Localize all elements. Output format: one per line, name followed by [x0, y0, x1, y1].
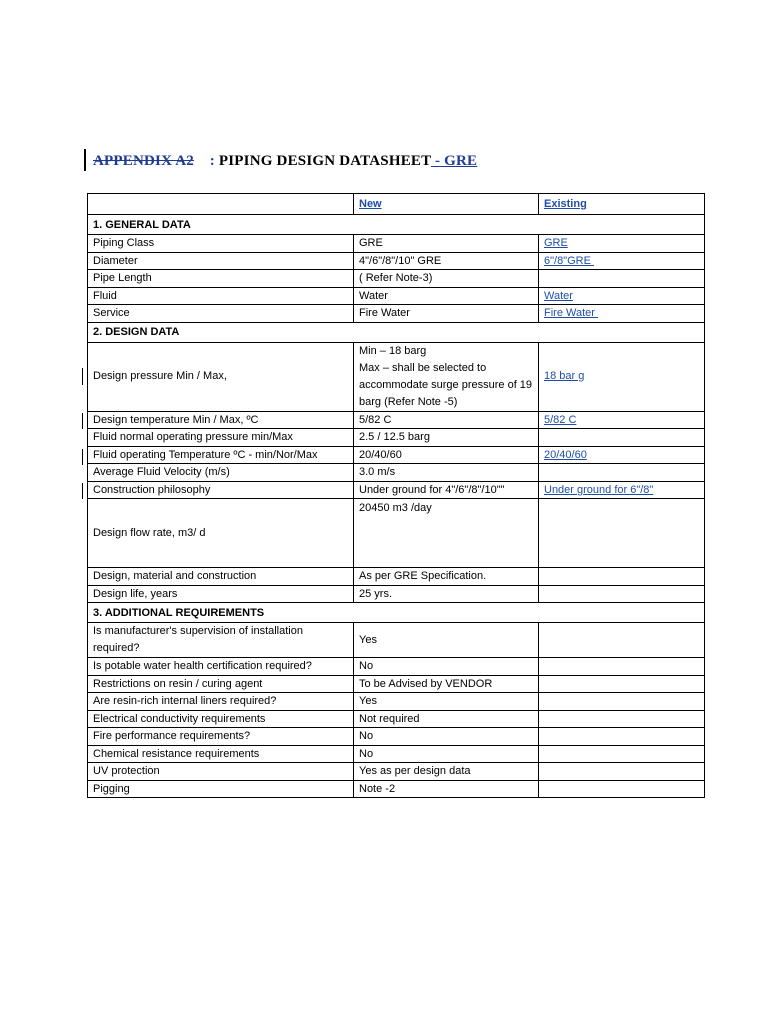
- table-row: [88, 658, 705, 676]
- table-row: [88, 693, 705, 711]
- row-existing: [539, 235, 705, 253]
- row-label: Are resin-rich internal liners required?: [88, 693, 354, 711]
- table-row: [88, 499, 705, 568]
- row-label: Chemical resistance requirements: [88, 745, 354, 763]
- row-existing: [539, 710, 705, 728]
- row-new: No: [354, 745, 539, 763]
- section-design: [88, 322, 705, 342]
- section-general-label: 1. GENERAL DATA: [88, 215, 705, 235]
- table-row: [88, 411, 705, 429]
- row-label: Fluid operating Temperature ºC - min/Nor/Max: [88, 446, 354, 464]
- row-label: Design flow rate, m3/ d: [88, 499, 354, 568]
- row-new: To be Advised by VENDOR: [354, 675, 539, 693]
- table-row: [88, 710, 705, 728]
- row-new: Fire Water: [354, 305, 539, 323]
- row-label: Pigging: [88, 780, 354, 798]
- table-row: [88, 342, 705, 411]
- row-label: Restrictions on resin / curing agent: [88, 675, 354, 693]
- change-mark: [82, 449, 83, 465]
- revision-bar: [84, 149, 86, 171]
- row-new: Note -2: [354, 780, 539, 798]
- header-existing-label: Existing: [544, 198, 587, 210]
- section-additional: [88, 603, 705, 623]
- row-existing: [539, 464, 705, 482]
- row-new: Yes as per design data: [354, 763, 539, 781]
- row-label: Construction philosophy: [88, 481, 354, 499]
- pressure-min: Min – 18 barg: [359, 344, 427, 357]
- row-existing-value: Fire Water: [544, 307, 598, 320]
- row-existing: [539, 693, 705, 711]
- row-existing: [539, 481, 705, 499]
- row-label: Pipe Length: [88, 270, 354, 288]
- table-row: [88, 429, 705, 447]
- table-row: [88, 235, 705, 253]
- row-existing: [539, 252, 705, 270]
- table-row: [88, 675, 705, 693]
- row-existing: [539, 585, 705, 603]
- table-row: [88, 728, 705, 746]
- row-existing: [539, 287, 705, 305]
- row-label: Electrical conductivity requirements: [88, 710, 354, 728]
- row-new: 4"/6"/8"/10" GRE: [354, 252, 539, 270]
- row-existing: [539, 342, 705, 411]
- pressure-max: Max – shall be selected to accommodate surge pressure of 19 barg (Refer Note -5): [359, 361, 533, 408]
- row-label: Is manufacturer's supervision of installation required?: [88, 623, 354, 658]
- table-row: [88, 585, 705, 603]
- row-label: Design life, years: [88, 585, 354, 603]
- row-label: Design pressure Min / Max,: [88, 342, 354, 411]
- row-new: GRE: [354, 235, 539, 253]
- title-main-text: PIPING DESIGN DATASHEET: [218, 153, 432, 169]
- row-existing-value: GRE: [544, 237, 568, 250]
- row-new: 3.0 m/s: [354, 464, 539, 482]
- row-new: 5/82 C: [354, 411, 539, 429]
- table-row: [88, 763, 705, 781]
- row-new: 25 yrs.: [354, 585, 539, 603]
- row-label: Piping Class: [88, 235, 354, 253]
- row-new: As per GRE Specification.: [354, 568, 539, 586]
- row-label: Fire performance requirements?: [88, 728, 354, 746]
- row-new: Under ground for 4"/6"/8"/10"": [354, 481, 539, 499]
- change-mark: [82, 368, 83, 385]
- row-existing: [539, 446, 705, 464]
- row-new: Yes: [354, 693, 539, 711]
- section-additional-label: 3. ADDITIONAL REQUIREMENTS: [88, 603, 705, 623]
- row-existing-value: Under ground for 6"/8": [544, 483, 654, 496]
- row-existing: [539, 728, 705, 746]
- section-design-label: 2. DESIGN DATA: [88, 322, 705, 342]
- row-label: Design, material and construction: [88, 568, 354, 586]
- row-existing: [539, 780, 705, 798]
- row-existing-value: 20/40/60: [544, 448, 587, 461]
- table-row: [88, 270, 705, 288]
- row-existing: [539, 305, 705, 323]
- row-existing: [539, 411, 705, 429]
- table-row: [88, 481, 705, 499]
- row-existing: [539, 429, 705, 447]
- title-struck-text: APPENDIX A2: [93, 153, 194, 169]
- row-new: Yes: [354, 623, 539, 658]
- table-row: [88, 287, 705, 305]
- row-existing: [539, 745, 705, 763]
- row-new: Water: [354, 287, 539, 305]
- row-new: No: [354, 728, 539, 746]
- title-separator: :: [193, 153, 219, 169]
- table-row: [88, 464, 705, 482]
- table-row: [88, 780, 705, 798]
- row-label: Diameter: [88, 252, 354, 270]
- row-new: 20450 m3 /day: [354, 499, 539, 568]
- change-mark: [82, 483, 83, 499]
- row-existing: [539, 568, 705, 586]
- datasheet-table: [87, 193, 705, 798]
- row-existing: [539, 763, 705, 781]
- row-label: Design temperature Min / Max, ºC: [88, 411, 354, 429]
- row-existing: [539, 675, 705, 693]
- change-mark: [82, 413, 83, 429]
- row-new: Not required: [354, 710, 539, 728]
- title-inserted-text: - GRE: [431, 153, 478, 169]
- table-row: [88, 623, 705, 658]
- row-label: UV protection: [88, 763, 354, 781]
- row-label: Fluid: [88, 287, 354, 305]
- header-new-label: New: [359, 198, 382, 210]
- row-existing-value: 18 bar g: [544, 370, 585, 382]
- row-existing: [539, 499, 705, 568]
- header-label-cell: [88, 194, 354, 215]
- row-new: ( Refer Note-3): [354, 270, 539, 288]
- row-existing: [539, 623, 705, 658]
- row-new: No: [354, 658, 539, 676]
- row-existing: [539, 270, 705, 288]
- table-row: [88, 745, 705, 763]
- row-existing-value: 6"/8"GRE: [544, 254, 594, 267]
- row-existing-value: 5/82 C: [544, 413, 577, 426]
- row-label: Is potable water health certification required?: [88, 658, 354, 676]
- row-existing-value: Water: [544, 289, 573, 302]
- row-existing: [539, 658, 705, 676]
- row-new: 2.5 / 12.5 barg: [354, 429, 539, 447]
- table-row: [88, 568, 705, 586]
- section-general: [88, 215, 705, 235]
- table-row: [88, 305, 705, 323]
- header-row: [88, 194, 705, 215]
- row-label: Average Fluid Velocity (m/s): [88, 464, 354, 482]
- header-existing: [539, 194, 705, 215]
- row-label: Fluid normal operating pressure min/Max: [88, 429, 354, 447]
- page-title: [93, 153, 477, 170]
- header-new: [354, 194, 539, 215]
- row-new: [354, 342, 539, 411]
- table-row: [88, 252, 705, 270]
- table-row: [88, 446, 705, 464]
- row-new: 20/40/60: [354, 446, 539, 464]
- row-label: Service: [88, 305, 354, 323]
